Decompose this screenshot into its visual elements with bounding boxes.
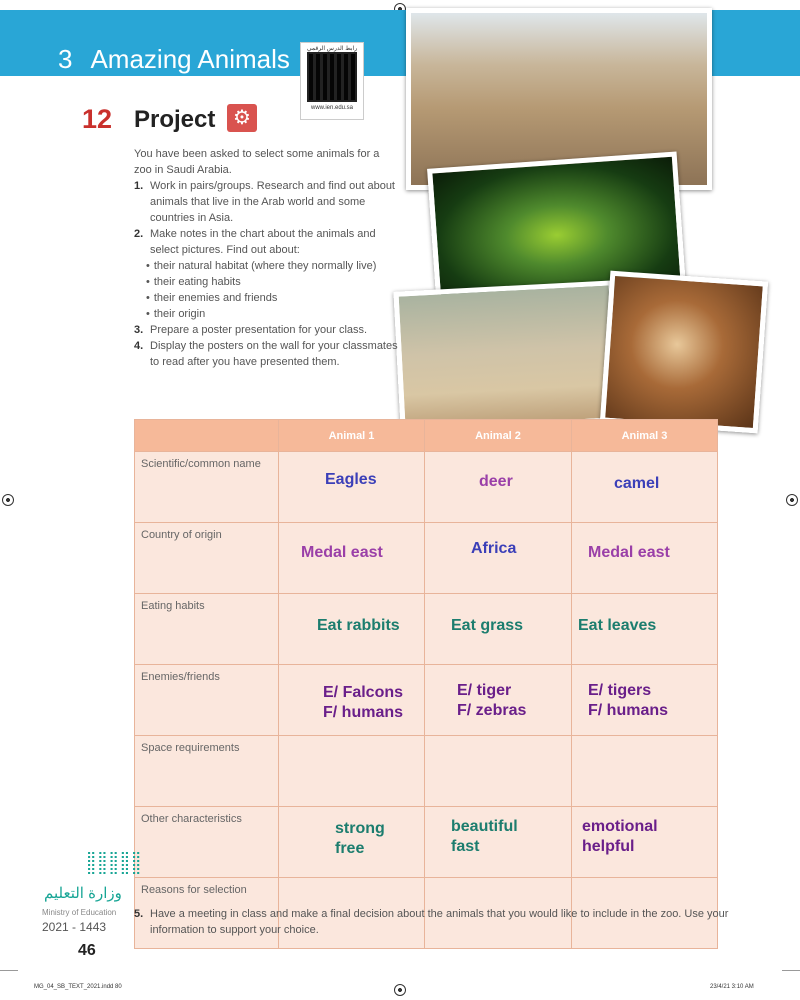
step-text: Work in pairs/groups. Research and find out about animals that live in the Arab world and some countries in Asia. <box>150 180 395 224</box>
answer-line: emotional <box>582 818 658 835</box>
handwritten-answer <box>425 594 571 636</box>
ministry-logo-icon: ⠿⠿⠿⠿⠿ ⠿⠿⠿⠿⠿ <box>86 850 143 878</box>
table-row <box>135 736 718 807</box>
table-header-row <box>135 420 718 452</box>
column-header: Animal 1 <box>279 420 425 452</box>
step-number: 1. <box>134 180 144 192</box>
qr-url[interactable]: www.ien.edu.sa <box>310 105 354 111</box>
answer-line: Eagles <box>325 471 377 488</box>
table-cell <box>425 523 572 594</box>
step-number: 5. <box>134 908 144 920</box>
table-cell <box>279 452 425 523</box>
handwritten-answer <box>425 807 571 857</box>
handwritten-answer <box>425 665 571 721</box>
bullet-item: • their eating habits <box>156 274 399 290</box>
row-label: Eating habits <box>135 594 279 665</box>
table-cell <box>279 807 425 878</box>
table-cell <box>425 452 572 523</box>
step-text: Make notes in the chart about the animals and select pictures. Find out about: <box>150 228 376 256</box>
instructions-intro: You have been asked to select some animals for a zoo in Saudi Arabia. <box>134 148 380 176</box>
answer-line: camel <box>614 475 660 492</box>
table-cell <box>572 807 718 878</box>
registration-mark <box>2 494 14 506</box>
qr-caption: رابط الدرس الرقمي <box>306 46 358 52</box>
bullet-item: • their origin <box>156 306 399 322</box>
step-number: 4. <box>134 340 144 352</box>
table-row <box>135 452 718 523</box>
handwritten-answer <box>425 452 571 492</box>
gear-icon: ⚙ <box>227 104 257 132</box>
answer-line: Eat leaves <box>578 617 657 634</box>
handwritten-answer <box>279 807 424 859</box>
bullet-item: • their enemies and friends <box>156 290 399 306</box>
row-label: Scientific/common name <box>135 452 279 523</box>
step-text: Display the posters on the wall for your classmates to read after you have presented them. <box>150 340 398 368</box>
answer-line: Medal east <box>588 544 670 561</box>
handwritten-answer <box>279 452 424 490</box>
qr-code-box[interactable] <box>300 42 364 120</box>
handwritten-answer <box>572 452 717 494</box>
project-number: 12 <box>82 104 113 134</box>
print-file-name: MG_04_SB_TEXT_2021.indd 80 <box>34 984 122 990</box>
answer-line: F/ zebras <box>457 702 527 719</box>
table-row <box>135 594 718 665</box>
answer-line: fast <box>451 838 480 855</box>
answer-line: Eat rabbits <box>317 617 400 634</box>
row-label: Space requirements <box>135 736 279 807</box>
table-row <box>135 523 718 594</box>
table-cell <box>425 665 572 736</box>
handwritten-answer <box>279 594 424 636</box>
ministry-year: 2021 - 1443 <box>42 920 107 934</box>
instructions <box>134 146 399 370</box>
table-cell <box>572 594 718 665</box>
registration-mark <box>786 494 798 506</box>
answer-line: F/ humans <box>588 702 669 719</box>
unit-number: 3 <box>58 44 73 74</box>
eagle-photo <box>600 271 768 434</box>
table-cell <box>425 736 572 807</box>
answer-line: E/ tigers <box>588 682 652 699</box>
oryx-photo <box>393 280 620 433</box>
answer-line: free <box>335 840 365 857</box>
step-number: 2. <box>134 228 144 240</box>
step-text: Prepare a poster presentation for your class. <box>150 324 368 336</box>
answer-line: E/ tiger <box>457 682 512 699</box>
handwritten-answer <box>572 665 717 721</box>
table-cell <box>572 452 718 523</box>
research-bullets <box>134 258 399 322</box>
answer-line: beautiful <box>451 818 518 835</box>
handwritten-answer <box>572 807 717 857</box>
project-title: Project <box>134 106 216 133</box>
column-header: Animal 3 <box>572 420 718 452</box>
answer-line: Medal east <box>301 544 383 561</box>
unit-title <box>58 44 290 75</box>
row-label: Country of origin <box>135 523 279 594</box>
row-label: Enemies/friends <box>135 665 279 736</box>
handwritten-answer <box>572 523 717 563</box>
instruction-step <box>134 178 399 226</box>
final-step <box>134 906 734 938</box>
unit-title-text: Amazing Animals <box>90 44 290 74</box>
instruction-step <box>134 226 399 258</box>
qr-code-icon[interactable] <box>309 54 355 100</box>
page-number: 46 <box>78 942 96 959</box>
handwritten-answer <box>425 523 571 559</box>
print-date: 23/4/21 3:10 AM <box>710 984 754 990</box>
table-cell <box>279 736 425 807</box>
row-label: Other characteristics <box>135 807 279 878</box>
ministry-arabic-name: وزارة التعليم <box>44 885 122 902</box>
crop-mark <box>0 970 18 971</box>
table-row <box>135 665 718 736</box>
table-cell <box>279 594 425 665</box>
table-cell <box>572 736 718 807</box>
table-cell <box>572 665 718 736</box>
table-cell <box>572 523 718 594</box>
handwritten-answer <box>572 594 717 636</box>
crop-mark <box>782 970 800 971</box>
table-cell <box>425 807 572 878</box>
step-number: 3. <box>134 324 144 336</box>
answer-line: deer <box>479 473 513 490</box>
handwritten-answer <box>279 523 424 563</box>
answer-line: strong <box>335 820 385 837</box>
instruction-step <box>134 338 399 370</box>
table-cell <box>279 523 425 594</box>
instruction-step <box>134 322 399 338</box>
handwritten-answer <box>279 665 424 723</box>
table-cell <box>425 594 572 665</box>
row-label: Reasons for selection <box>135 878 279 949</box>
answer-line: helpful <box>582 838 635 855</box>
answer-line: Africa <box>471 540 517 557</box>
bullet-item: • their natural habitat (where they normally live) <box>156 258 399 274</box>
table-corner <box>135 420 279 452</box>
registration-mark <box>394 984 406 996</box>
ministry-english-name: Ministry of Education <box>42 908 117 917</box>
answer-line: Eat grass <box>451 617 524 634</box>
step-text: Have a meeting in class and make a final decision about the animals that you would like to include in the zoo. Use your information to support your choice. <box>150 908 729 936</box>
column-header: Animal 2 <box>425 420 572 452</box>
table-cell <box>279 665 425 736</box>
answer-line: E/ Falcons <box>323 684 404 701</box>
answer-line: F/ humans <box>323 704 404 721</box>
table-row <box>135 807 718 878</box>
animal-chart-table <box>134 419 718 949</box>
